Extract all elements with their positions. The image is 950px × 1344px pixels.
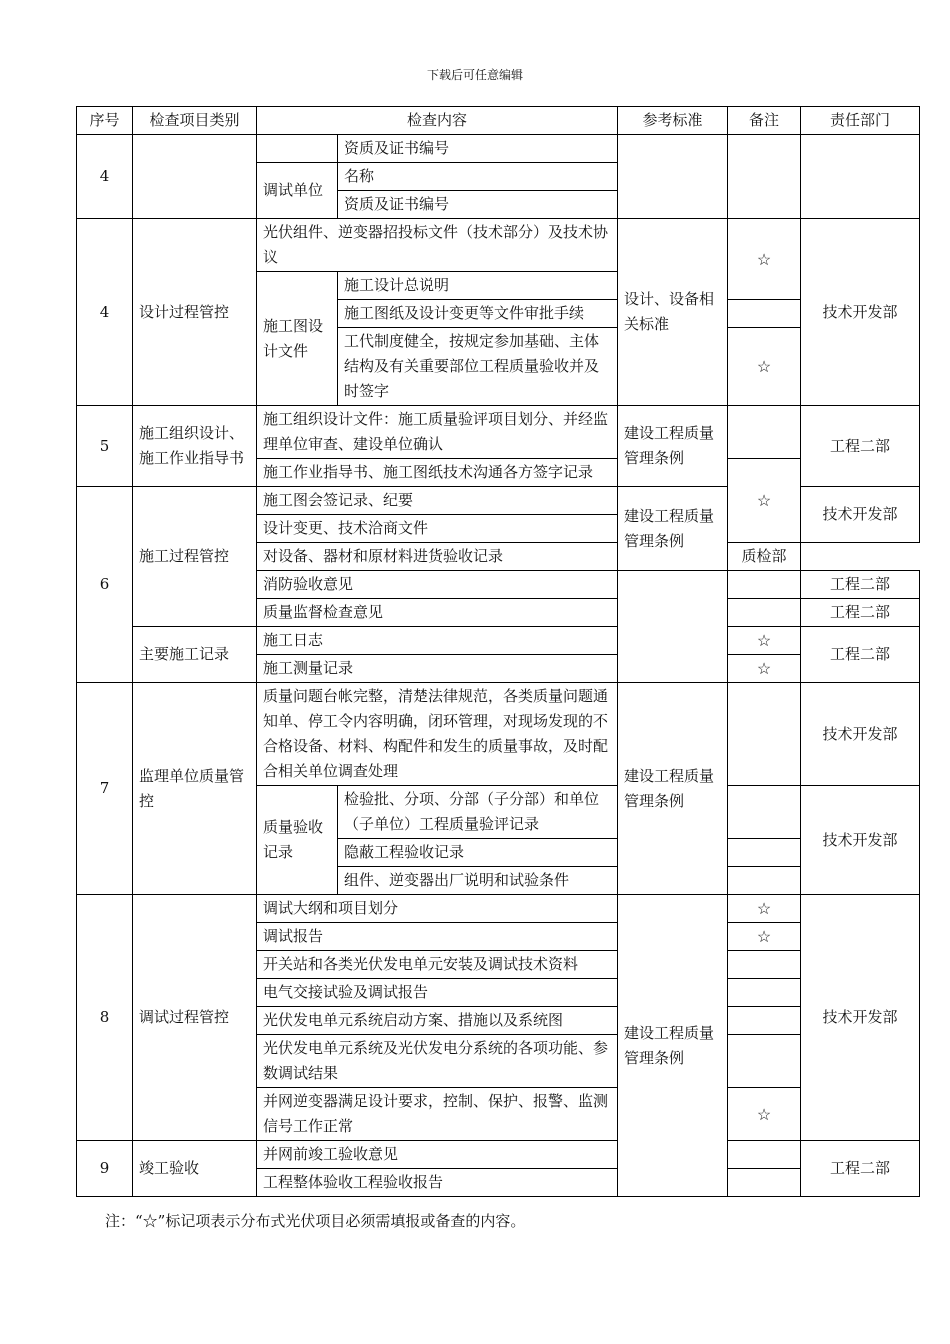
content-cell: 名称 — [338, 163, 618, 191]
remark-cell — [728, 1141, 801, 1169]
standard-cell: 建设工程质量管理条例 — [618, 487, 728, 571]
content-cell: 施工测量记录 — [257, 655, 618, 683]
content-cell: 质量问题台帐完整，清楚法律规范，各类质量问题通知单、停工令内容明确，闭环管理，对现场发现的不合格设备、材料、构配件和发生的质量事故，及时配合相关单位调查处理 — [257, 683, 618, 786]
dept-cell: 技术开发部 — [801, 895, 920, 1141]
content-cell: 施工组织设计文件：施工质量验评项目划分、并经监理单位审查、建设单位确认 — [257, 406, 618, 459]
remark-cell — [728, 135, 801, 219]
header-content: 检查内容 — [257, 107, 618, 135]
remark-cell — [728, 599, 801, 627]
table-row — [77, 406, 920, 459]
table-row — [77, 135, 920, 163]
seq-cell: 4 — [77, 135, 133, 219]
dept-cell: 技术开发部 — [801, 487, 920, 543]
dept-cell — [801, 135, 920, 219]
seq-cell: 6 — [77, 487, 133, 683]
remark-cell — [728, 406, 801, 459]
content-cell: 施工设计总说明 — [338, 272, 618, 300]
dept-cell: 质检部 — [728, 543, 801, 571]
standard-cell — [618, 135, 728, 219]
footnote: 注：“☆”标记项表示分布式光伏项目必须需填报或备查的内容。 — [105, 1212, 526, 1230]
seq-cell: 5 — [77, 406, 133, 487]
content-cell: 对设备、器材和原材料进货验收记录 — [257, 543, 618, 571]
header-seq: 序号 — [77, 107, 133, 135]
header-remark: 备注 — [728, 107, 801, 135]
remark-cell — [728, 1035, 801, 1088]
content-cell: 调试报告 — [257, 923, 618, 951]
content-cell: 光伏发电单元系统及光伏发电分系统的各项功能、参数调试结果 — [257, 1035, 618, 1088]
seq-cell: 7 — [77, 683, 133, 895]
star-mark: ☆ — [728, 655, 801, 683]
content-cell: 隐蔽工程验收记录 — [338, 839, 618, 867]
table-row — [77, 627, 920, 655]
remark-cell — [728, 1007, 801, 1035]
standard-cell: 设计、设备相关标准 — [618, 219, 728, 406]
remark-cell — [728, 683, 801, 786]
content-cell: 光伏组件、逆变器招投标文件（技术部分）及技术协议 — [257, 219, 618, 272]
seq-cell: 9 — [77, 1141, 133, 1197]
header-note: 下载后可任意编辑 — [426, 68, 523, 82]
category-cell: 施工过程管控 — [133, 487, 257, 627]
remark-cell — [728, 571, 801, 599]
category-cell: 设计过程管控 — [133, 219, 257, 406]
remark-cell — [728, 979, 801, 1007]
content-cell: 检验批、分项、分部（子分部）和单位（子单位）工程质量验评记录 — [338, 786, 618, 839]
content-cell: 电气交接试验及调试报告 — [257, 979, 618, 1007]
table-row — [77, 895, 920, 923]
standard-cell: 建设工程质量管理条例 — [618, 895, 728, 1197]
table-row — [77, 1141, 920, 1169]
dept-cell: 工程二部 — [801, 599, 920, 627]
content-cell: 资质及证书编号 — [338, 135, 618, 163]
inspection-table — [76, 106, 920, 1197]
remark-cell — [728, 1169, 801, 1197]
dept-cell: 工程二部 — [801, 627, 920, 683]
header-standard: 参考标准 — [618, 107, 728, 135]
content-cell: 消防验收意见 — [257, 571, 618, 599]
header-category: 检查项目类别 — [133, 107, 257, 135]
dept-cell: 工程二部 — [801, 571, 920, 599]
content-cell: 并网逆变器满足设计要求，控制、保护、报警、监测信号工作正常 — [257, 1088, 618, 1141]
content-cell: 并网前竣工验收意见 — [257, 1141, 618, 1169]
sub-category-cell: 调试单位 — [257, 163, 338, 219]
table-header-row — [77, 107, 920, 135]
content-cell: 施工日志 — [257, 627, 618, 655]
star-mark: ☆ — [728, 1088, 801, 1141]
remark-cell — [728, 951, 801, 979]
content-cell: 设计变更、技术洽商文件 — [257, 515, 618, 543]
star-mark: ☆ — [728, 627, 801, 655]
content-cell: 工代制度健全，按规定参加基础、主体结构及有关重要部位工程质量验收并及时签字 — [338, 328, 618, 406]
seq-cell: 8 — [77, 895, 133, 1141]
star-mark: ☆ — [728, 895, 801, 923]
content-cell: 施工作业指导书、施工图纸技术沟通各方签字记录 — [257, 459, 618, 487]
seq-cell: 4 — [77, 219, 133, 406]
category-cell: 监理单位质量管控 — [133, 683, 257, 895]
content-cell: 质量监督检查意见 — [257, 599, 618, 627]
dept-cell: 工程二部 — [801, 406, 920, 487]
content-cell: 工程整体验收工程验收报告 — [257, 1169, 618, 1197]
category-cell: 施工组织设计、施工作业指导书 — [133, 406, 257, 487]
header-dept: 责任部门 — [801, 107, 920, 135]
dept-cell: 技术开发部 — [801, 683, 920, 786]
remark-cell — [728, 300, 801, 328]
star-mark: ☆ — [728, 328, 801, 406]
content-cell: 施工图会签记录、纪要 — [257, 487, 618, 515]
remark-cell — [728, 839, 801, 867]
star-mark: ☆ — [728, 219, 801, 300]
category-cell: 竣工验收 — [133, 1141, 257, 1197]
remark-cell — [728, 786, 801, 839]
standard-cell: 建设工程质量管理条例 — [618, 406, 728, 487]
content-cell: 施工图纸及设计变更等文件审批手续 — [338, 300, 618, 328]
sub-category-cell: 施工图设计文件 — [257, 272, 338, 406]
category-cell: 主要施工记录 — [133, 627, 257, 683]
content-cell: 调试大纲和项目划分 — [257, 895, 618, 923]
sub-category-cell: 质量验收记录 — [257, 786, 338, 895]
standard-cell: 建设工程质量管理条例 — [618, 683, 728, 895]
content-cell: 开关站和各类光伏发电单元安装及调试技术资料 — [257, 951, 618, 979]
star-mark: ☆ — [728, 459, 801, 543]
category-cell: 调试过程管控 — [133, 895, 257, 1141]
dept-cell: 技术开发部 — [801, 219, 920, 406]
table-row — [77, 683, 920, 786]
content-cell: 资质及证书编号 — [338, 191, 618, 219]
table-row — [77, 219, 920, 272]
star-mark: ☆ — [728, 923, 801, 951]
dept-cell: 工程二部 — [801, 1141, 920, 1197]
sub-category-cell — [257, 135, 338, 163]
dept-cell: 技术开发部 — [801, 786, 920, 895]
category-cell — [133, 135, 257, 219]
content-cell: 组件、逆变器出厂说明和试验条件 — [338, 867, 618, 895]
remark-cell — [728, 867, 801, 895]
standard-cell — [618, 571, 728, 683]
content-cell: 光伏发电单元系统启动方案、措施以及系统图 — [257, 1007, 618, 1035]
